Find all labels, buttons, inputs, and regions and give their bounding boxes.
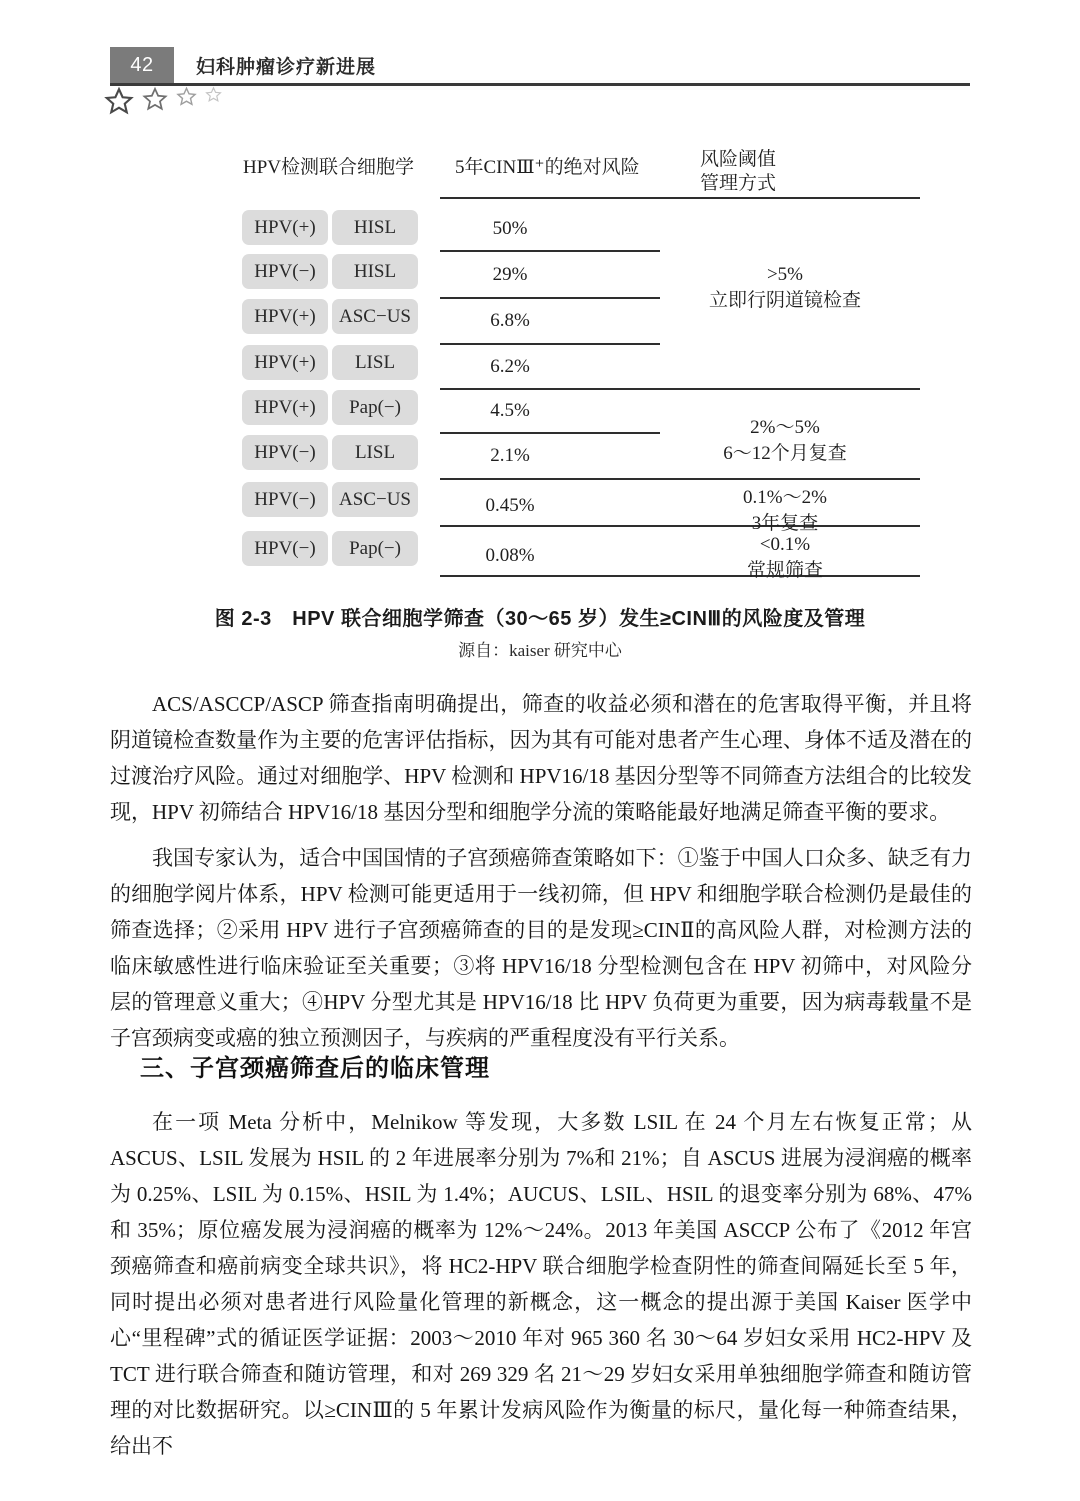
table-row: HPV(−) xyxy=(242,531,328,566)
management-group xyxy=(670,262,900,313)
page-header xyxy=(110,47,970,86)
table-row: HPV(−) xyxy=(242,482,328,517)
table-rule xyxy=(440,197,920,199)
running-title: 妇科肿瘤诊疗新进展 xyxy=(196,56,377,78)
table-row: HISL xyxy=(332,210,418,245)
table-row: ASC−US xyxy=(332,482,418,517)
risk-value: 50% xyxy=(492,218,528,239)
column-header-absolute-risk: 5年CINⅢ⁺的绝对风险 xyxy=(455,157,640,178)
star-outline-icon xyxy=(142,86,168,112)
decorative-star-row xyxy=(104,86,222,116)
table-row: HPV(−) xyxy=(242,254,328,289)
risk-value: 6.8% xyxy=(490,310,530,331)
management-threshold: <0.1% xyxy=(759,534,811,555)
management-action: 常规筛查 xyxy=(746,559,823,581)
management-action: 3年复查 xyxy=(751,512,819,534)
column-header-management-line1: 风险阈值 xyxy=(700,149,777,170)
table-row: Pap(−) xyxy=(332,390,418,425)
column-header-management xyxy=(700,148,776,196)
risk-table xyxy=(110,140,970,580)
star-outline-icon xyxy=(104,86,134,116)
risk-value: 0.08% xyxy=(485,545,535,566)
figure-2-3 xyxy=(110,140,970,660)
management-group xyxy=(670,485,900,536)
management-group xyxy=(670,415,900,466)
table-row: HPV(−) xyxy=(242,435,328,470)
paragraph-block xyxy=(110,840,972,1056)
management-threshold: 2%～5% xyxy=(750,417,820,438)
table-row: HPV(+) xyxy=(242,210,328,245)
management-action: 6～12个月复查 xyxy=(723,442,847,464)
table-row: HPV(+) xyxy=(242,345,328,380)
table-rule xyxy=(440,388,920,390)
management-group xyxy=(670,532,900,583)
risk-value: 0.45% xyxy=(485,495,535,516)
table-rule xyxy=(440,250,660,252)
table-row: ASC−US xyxy=(332,299,418,334)
paragraph-3: 在一项 Meta 分析中，Melnikow 等发现，大多数 LSIL 在 24 个月左右恢复正常；从 ASCUS、LSIL 发展为 HSIL 的 2 年进展率分别为 7%和 21%；自 ASCUS 进展为浸润癌的概率为 0.25%、LSIL 为 0.15%、HSIL 为 1.4%；AUCUS、LSIL、HSIL 的退变率分别为 68%、47%和 35%；原位癌发展为浸润癌的概率为 12%～24%。2013 年美国 ASCCP 公布了《2012 年宫颈癌筛查和癌前病变全球共识》，将 HC2-HPV 联合细胞学检查阴性的筛查间隔延长至 5 年，同时提出必须对患者进行风险量化管理的新概念，这一概念的提出源于美国 Kaiser 医学中心“里程碑”式的循证医学证据：2003～2010 年对 965 360 名 30～64 岁妇女采用 HC2-HPV 及 TCT 进行联合筛查和随访管理，和对 269 329 名 21～29 岁妇女采用单独细胞学筛查和随访管理的对比数据研究。以≥CINⅢ的 5 年累计发病风险作为衡量的标尺，量化每一种筛查结果，给出不 xyxy=(110,1110,972,1458)
table-rule xyxy=(440,343,660,345)
risk-value: 4.5% xyxy=(490,400,530,421)
risk-value: 6.2% xyxy=(490,356,530,377)
table-row: HPV(+) xyxy=(242,299,328,334)
page-number: 42 xyxy=(110,47,174,83)
section-heading-3: 三、子宫颈癌筛查后的临床管理 xyxy=(140,1055,490,1082)
star-outline-icon xyxy=(176,86,197,107)
paragraph-1: ACS/ASCCP/ASCP 筛查指南明确提出，筛查的收益必须和潜在的危害取得平衡，并且将阴道镜检查数量作为主要的危害评估指标，因为其有可能对患者产生心理、身体不适及潜在的过渡治疗风险。通过对细胞学、HPV 检测和 HPV16/18 基因分型等不同筛查方法组合的比较发现，HPV 初筛结合 HPV16/18 基因分型和细胞学分流的策略能最好地满足筛查平衡的要求。 xyxy=(110,692,972,824)
paragraph-2: 我国专家认为，适合中国国情的子宫颈癌筛查策略如下：①鉴于中国人口众多、缺乏有力的细胞学阅片体系，HPV 检测可能更适用于一线初筛，但 HPV 和细胞学联合检测仍是最佳的筛查选择；②采用 HPV 进行子宫颈癌筛查的目的是发现≥CINⅡ的高风险人群，对检测方法的临床敏感性进行临床验证至关重要；③将 HPV16/18 分型检测包含在 HPV 初筛中，对风险分层的管理意义重大；④HPV 分型尤其是 HPV16/18 比 HPV 负荷更为重要，因为病毒载量不是子宫颈病变或癌的独立预测因子，与疾病的严重程度没有平行关系。 xyxy=(110,846,972,1050)
table-row: LISL xyxy=(332,435,418,470)
risk-value: 2.1% xyxy=(490,445,530,466)
table-row: HPV(+) xyxy=(242,390,328,425)
paragraph-block xyxy=(110,686,972,830)
paragraph-block xyxy=(110,1104,972,1464)
risk-value: 29% xyxy=(492,264,528,285)
table-row: LISL xyxy=(332,345,418,380)
table-rule xyxy=(440,478,920,480)
table-rule xyxy=(440,432,660,434)
figure-source: 源自：kaiser 研究中心 xyxy=(458,641,622,660)
table-row: Pap(−) xyxy=(332,531,418,566)
table-row: HISL xyxy=(332,254,418,289)
management-action: 立即行阴道镜检查 xyxy=(708,289,861,311)
management-threshold: >5% xyxy=(766,264,804,285)
column-header-screening: HPV检测联合细胞学 xyxy=(243,157,415,178)
column-header-management-line2: 管理方式 xyxy=(700,172,777,194)
star-outline-icon xyxy=(205,86,222,103)
table-rule xyxy=(440,297,660,299)
management-threshold: 0.1%～2% xyxy=(743,487,827,508)
figure-caption: 图 2-3 HPV 联合细胞学筛查（30～65 岁）发生≥CINⅢ的风险度及管理 xyxy=(214,608,866,630)
